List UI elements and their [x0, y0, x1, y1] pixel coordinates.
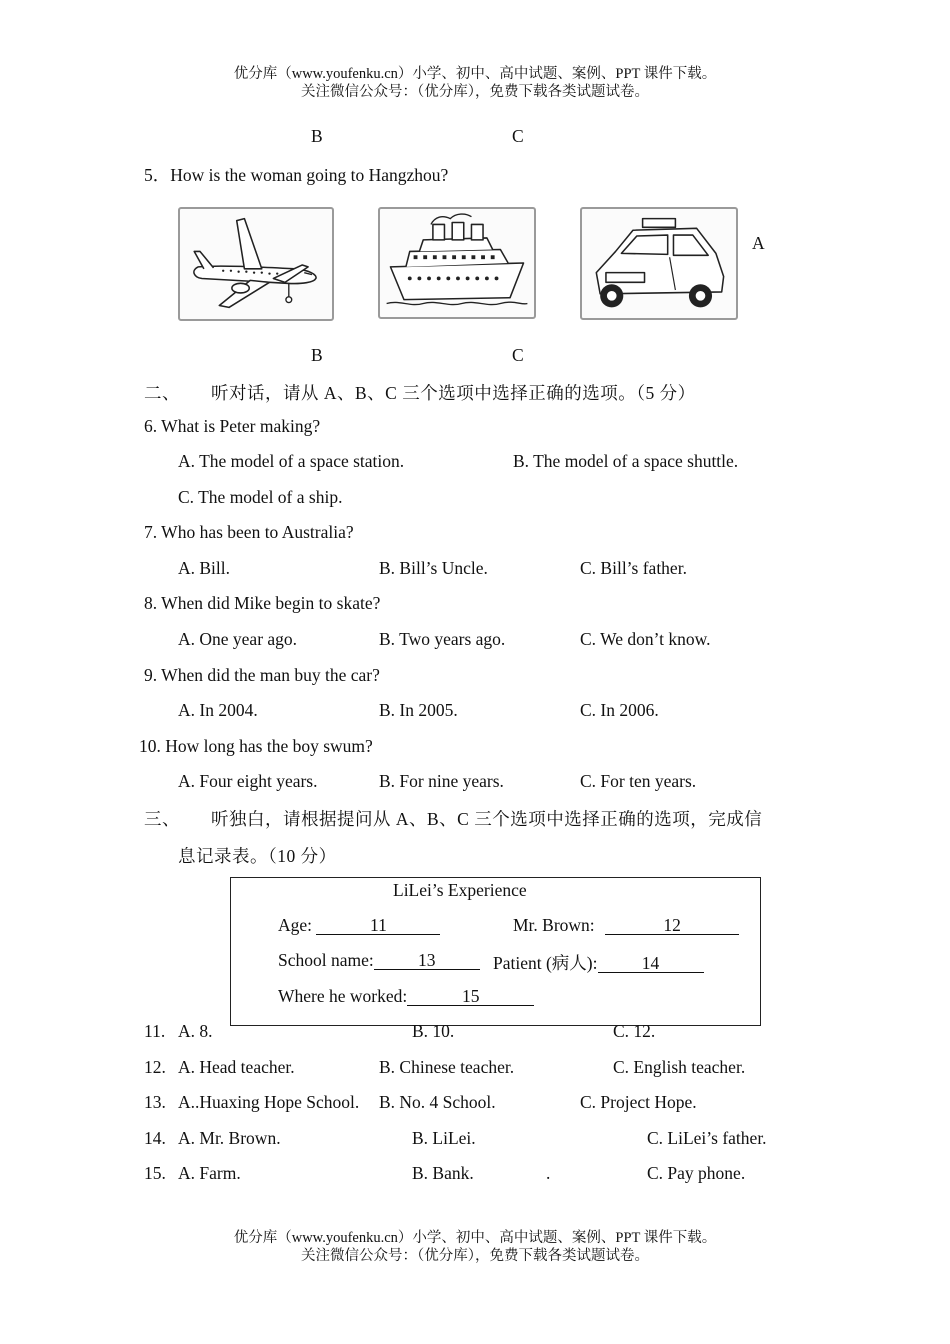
q12-number: 12. — [144, 1057, 166, 1077]
q5-option-label-b: B — [311, 345, 323, 365]
page-footer-line1: 优分库（www.youfenku.cn）小学、初中、高中试题、案例、PPT 课件下载。 — [233, 1230, 717, 1246]
section-2-instruction: 听对话，请从 A、B、C 三个选项中选择正确的选项。（5 分） — [211, 383, 696, 403]
q8-option-a[interactable]: A. One year ago. — [178, 629, 298, 649]
table-title: LiLei’s Experience — [393, 880, 527, 900]
section-2-number: 二、 — [144, 383, 180, 403]
taxi-picture[interactable] — [580, 207, 738, 320]
q6-option-b[interactable]: B. The model of a space shuttle. — [513, 451, 739, 471]
q13-option-c[interactable]: C. Project Hope. — [580, 1092, 697, 1112]
q9-option-c[interactable]: C. In 2006. — [580, 700, 659, 720]
q13-option-b[interactable]: B. No. 4 School. — [379, 1092, 496, 1112]
mr-brown-label: Mr. Brown: — [513, 915, 600, 935]
question-6: 6. What is Peter making? — [144, 416, 321, 436]
q13-option-a[interactable]: A..Huaxing Hope School. — [178, 1092, 360, 1112]
age-blank[interactable]: 11 — [316, 916, 440, 935]
q6-option-c[interactable]: C. The model of a ship. — [178, 487, 343, 507]
patient-row — [493, 950, 704, 975]
q12-option-a[interactable]: A. Head teacher. — [178, 1057, 295, 1077]
school-row — [278, 950, 480, 971]
q7-option-a[interactable]: A. Bill. — [178, 558, 231, 578]
q14-option-a[interactable]: A. Mr. Brown. — [178, 1128, 281, 1148]
page-header-line2: 关注微信公众号：（优分库），免费下载各类试题试卷。 — [301, 84, 649, 100]
age-label: Age: — [278, 915, 317, 935]
q5-option-label-a: A — [752, 233, 765, 253]
q11-option-c[interactable]: C. 12. — [613, 1021, 656, 1041]
age-row — [278, 915, 440, 936]
patient-label: Patient (病人): — [493, 953, 598, 973]
section-3-instruction-line1: 听独白，请根据提问从 A、B、C 三个选项中选择正确的选项，完成信 — [211, 809, 763, 829]
mr-brown-blank[interactable]: 12 — [605, 916, 739, 935]
q15-option-b[interactable]: B. Bank. — [412, 1163, 474, 1183]
q10-option-c[interactable]: C. For ten years. — [580, 771, 697, 791]
q11-number: 11. — [144, 1021, 166, 1041]
q14-option-b[interactable]: B. LiLei. — [412, 1128, 476, 1148]
school-name-label: School name: — [278, 950, 374, 970]
airplane-icon — [180, 209, 332, 319]
q9-option-b[interactable]: B. In 2005. — [379, 700, 458, 720]
taxi-icon — [582, 209, 736, 318]
ship-icon — [380, 209, 534, 317]
mr-brown-row — [513, 915, 739, 936]
q15-option-c[interactable]: C. Pay phone. — [647, 1163, 746, 1183]
q14-option-c[interactable]: C. LiLei’s father. — [647, 1128, 767, 1148]
section-3-number: 三、 — [144, 809, 180, 829]
q10-option-b[interactable]: B. For nine years. — [379, 771, 504, 791]
stray-dot: . — [546, 1163, 551, 1183]
q8-option-c[interactable]: C. We don’t know. — [580, 629, 711, 649]
page-header-line1: 优分库（www.youfenku.cn）小学、初中、高中试题、案例、PPT 课件下载。 — [233, 66, 717, 82]
prev-option-label-c: C — [512, 126, 524, 146]
airplane-picture[interactable] — [178, 207, 334, 321]
q9-option-a[interactable]: A. In 2004. — [178, 700, 258, 720]
where-worked-blank[interactable]: 15 — [407, 987, 534, 1006]
question-7: 7. Who has been to Australia? — [144, 522, 354, 542]
q12-option-b[interactable]: B. Chinese teacher. — [379, 1057, 515, 1077]
question-5: 5．How is the woman going to Hangzhou? — [144, 165, 449, 185]
ship-picture[interactable] — [378, 207, 536, 319]
patient-blank[interactable]: 14 — [598, 954, 704, 973]
q7-option-c[interactable]: C. Bill’s father. — [580, 558, 687, 578]
question-9: 9. When did the man buy the car? — [144, 665, 380, 685]
q5-option-label-c: C — [512, 345, 524, 365]
q14-number: 14. — [144, 1128, 166, 1148]
q13-number: 13. — [144, 1092, 166, 1112]
q11-option-b[interactable]: B. 10. — [412, 1021, 455, 1041]
q7-option-b[interactable]: B. Bill’s Uncle. — [379, 558, 488, 578]
q11-option-a[interactable]: A. 8. — [178, 1021, 213, 1041]
q15-option-a[interactable]: A. Farm. — [178, 1163, 241, 1183]
worked-row — [278, 986, 534, 1007]
where-worked-label: Where he worked: — [278, 986, 408, 1006]
section-3-instruction-line2: 息记录表。（10 分） — [178, 846, 337, 866]
q10-option-a[interactable]: A. Four eight years. — [178, 771, 318, 791]
page-footer-line2: 关注微信公众号：（优分库），免费下载各类试题试卷。 — [301, 1248, 649, 1264]
question-8: 8. When did Mike begin to skate? — [144, 593, 381, 613]
question-10: 10. How long has the boy swum? — [139, 736, 373, 756]
q6-option-a[interactable]: A. The model of a space station. — [178, 451, 405, 471]
q15-number: 15. — [144, 1163, 166, 1183]
q8-option-b[interactable]: B. Two years ago. — [379, 629, 506, 649]
prev-option-label-b: B — [311, 126, 323, 146]
school-name-blank[interactable]: 13 — [374, 951, 480, 970]
q12-option-c[interactable]: C. English teacher. — [613, 1057, 746, 1077]
